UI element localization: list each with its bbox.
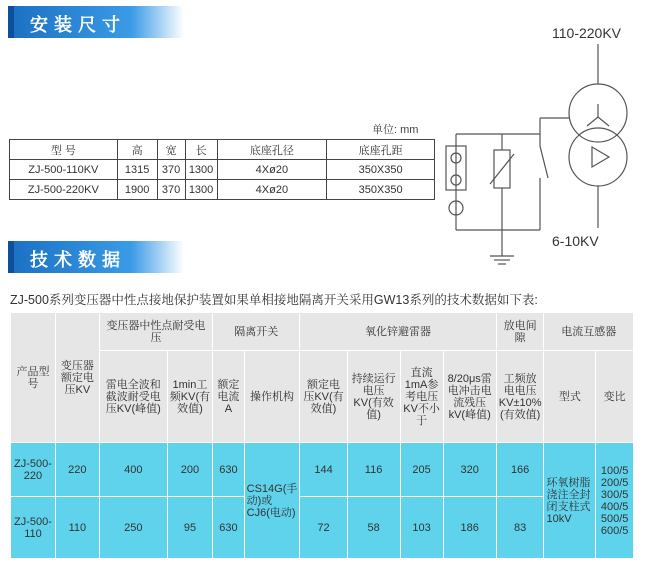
cell-continuous: 116: [347, 443, 400, 497]
table-cell: 370: [157, 180, 185, 200]
col-header-lightning: 雷电全波和截波耐受电压KV(峰值): [99, 351, 167, 443]
cell-arr-rated: 72: [300, 497, 347, 559]
header-stripe: [8, 241, 14, 273]
tech-data-title: 技术数据: [30, 250, 126, 271]
header-stripe: [8, 6, 14, 38]
cell-freq: 200: [167, 443, 212, 497]
table-row: [10, 160, 435, 180]
col-header-rated-current: 额定电流A: [213, 351, 245, 443]
cell-impulse: 320: [443, 443, 496, 497]
star-symbol: [587, 117, 598, 126]
cell-lightning: 400: [99, 443, 167, 497]
table-cell: 370: [157, 160, 185, 180]
table-cell: 350X350: [327, 160, 435, 180]
install-dimensions-title: 安装尺寸: [30, 15, 126, 36]
col-header-arrester: 氧化锌避雷器: [300, 313, 496, 351]
table-header-row: [11, 313, 634, 351]
star-symbol: [598, 117, 609, 126]
col-header-ct-type: 型式: [544, 351, 596, 443]
cell-impulse: 186: [443, 497, 496, 559]
col-header-gap: 放电间隙: [496, 313, 544, 351]
table-cell: 1300: [185, 180, 217, 200]
table-cell: 350X350: [327, 180, 435, 200]
voltage-label-bottom: 6-10KV: [552, 233, 599, 249]
dim-header-cell: 底座孔径: [217, 140, 327, 160]
winding-secondary-circle: [569, 128, 627, 186]
tech-data-header: [8, 241, 184, 273]
cell-ct-ratio: 100/5 200/5 300/5 400/5 500/5 600/5: [596, 443, 634, 559]
cell-gap: 83: [496, 497, 544, 559]
table-row: [10, 180, 435, 200]
cell-rated: 110: [55, 497, 99, 559]
isolating-switch-icon: [540, 146, 548, 178]
cell-rated: 220: [55, 443, 99, 497]
col-header-isolator: 隔离开关: [213, 313, 300, 351]
col-header-power-freq: 1min工频KV(有效值): [167, 351, 212, 443]
install-dimensions-header: [8, 6, 184, 38]
table-row: [11, 497, 634, 559]
voltage-label-top: 110-220KV: [552, 25, 622, 41]
col-header-gap-freq: 工频放电电压KV±10%(有效值): [496, 351, 544, 443]
table-cell: 1900: [117, 180, 157, 200]
cell-continuous: 58: [347, 497, 400, 559]
cell-dc-ref: 103: [400, 497, 443, 559]
tech-data-table: [10, 312, 634, 559]
col-header-rated-voltage: 变压器额定电压KV: [55, 313, 99, 443]
intro-text: ZJ-500系列变压器中性点接地保护装置如果单相接地隔离开关采用GW13系列的技术数据如下表:: [10, 293, 538, 307]
unit-note: 单位: mm: [372, 124, 419, 136]
cell-lightning: 250: [99, 497, 167, 559]
dim-header-cell: 底座孔距: [327, 140, 435, 160]
table-cell: ZJ-500-110KV: [10, 160, 118, 180]
dim-header-cell: 型 号: [10, 140, 118, 160]
table-row: [11, 443, 634, 497]
dimension-table-header: [10, 140, 435, 160]
cell-model: ZJ-500-220: [11, 443, 56, 497]
col-header-ct: 电流互感器: [544, 313, 634, 351]
table-cell: 4Xø20: [217, 160, 327, 180]
col-header-ct-ratio: 变比: [596, 351, 634, 443]
cell-dc-ref: 205: [400, 443, 443, 497]
table-cell: 1315: [117, 160, 157, 180]
cell-gap: 166: [496, 443, 544, 497]
table-subheader-row: [11, 351, 634, 443]
dim-header-cell: 长: [185, 140, 217, 160]
table-cell: 1300: [185, 160, 217, 180]
cell-arr-rated: 144: [300, 443, 347, 497]
table-cell: 4Xø20: [217, 180, 327, 200]
cell-current: 630: [213, 443, 245, 497]
cell-model: ZJ-500-110: [11, 497, 56, 559]
cell-freq: 95: [167, 497, 212, 559]
dimension-table: [9, 139, 435, 200]
delta-symbol: [592, 147, 609, 167]
col-header-model: 产品型号: [11, 313, 56, 443]
col-header-dc-reference: 直流1mA参考电压KV不小于: [400, 351, 443, 443]
cell-current: 630: [213, 497, 245, 559]
cell-ct-type: 环氧树脂浇注全封闭支柱式10kV: [544, 443, 596, 559]
col-header-mechanism: 操作机构: [244, 351, 300, 443]
wiring-diagram: [440, 0, 656, 280]
dim-header-cell: 高: [117, 140, 157, 160]
dim-header-cell: 宽: [157, 140, 185, 160]
col-header-arrester-rated: 额定电压KV(有效值): [300, 351, 347, 443]
table-cell: ZJ-500-220KV: [10, 180, 118, 200]
col-header-impulse-residual: 8/20μs雷电冲击电流残压 kV(峰值): [443, 351, 496, 443]
col-header-neutral-withstand: 变压器中性点耐受电压: [99, 313, 212, 351]
col-header-continuous: 持续运行电压KV(有效值): [347, 351, 400, 443]
cell-mechanism: CS14G(手动)或CJ6(电动): [244, 443, 300, 559]
